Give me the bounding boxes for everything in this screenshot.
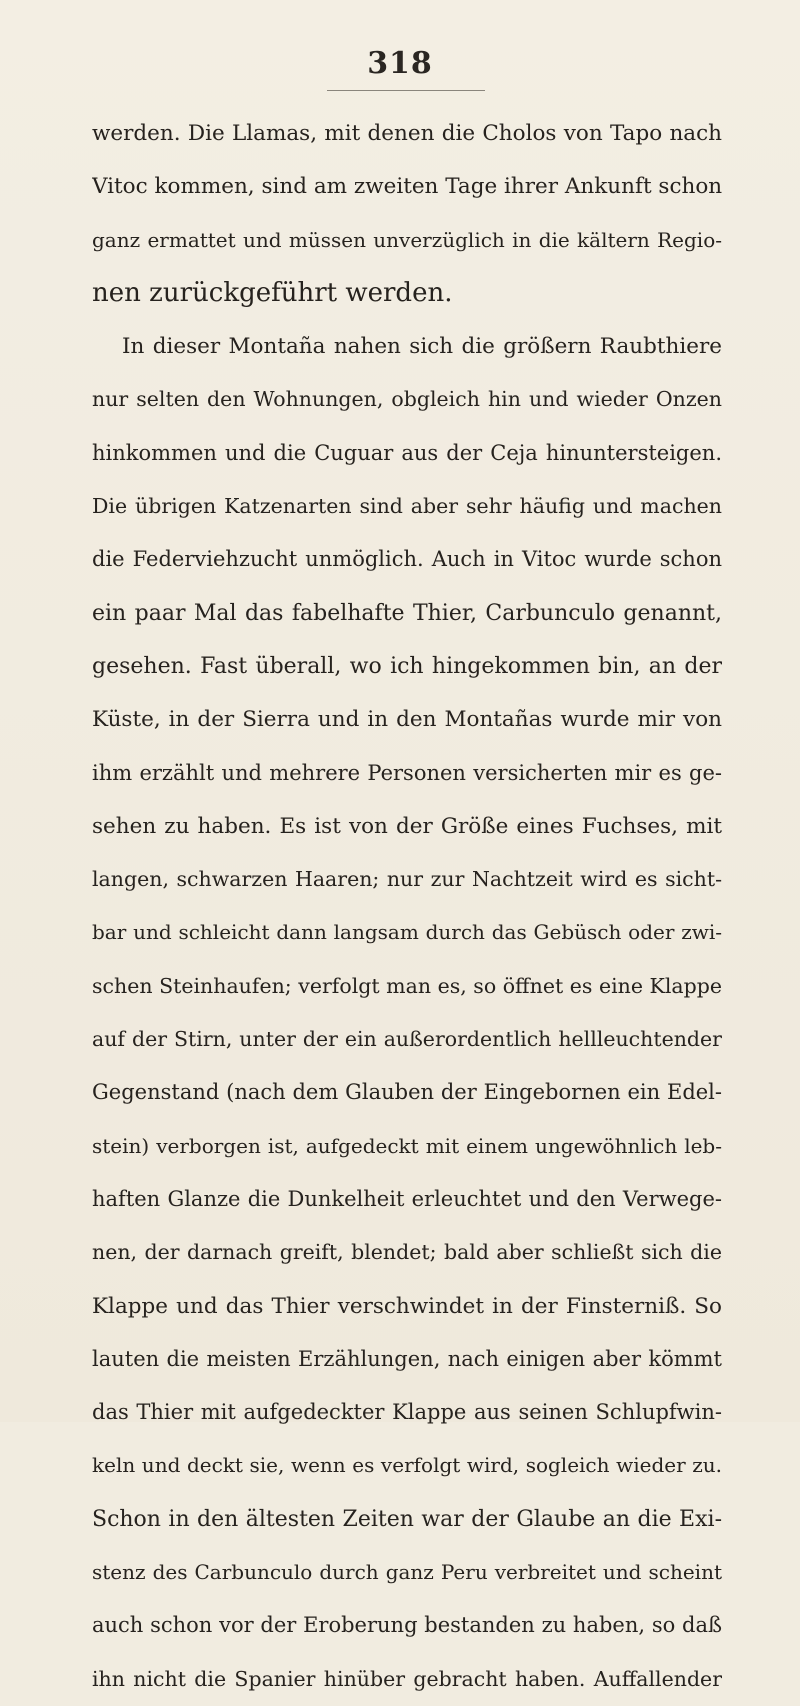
text-line: ganz ermattet und müssen unverzüglich in die kältern Regio- bbox=[92, 227, 722, 252]
text-line: ihn nicht die Spanier hinüber gebracht haben. Auffallender bbox=[92, 1666, 722, 1691]
text-line: langen, schwarzen Haaren; nur zur Nachtzeit wird es sicht- bbox=[92, 867, 722, 892]
text-line: auf der Stirn, unter der ein außerordentlich hellleuchtender bbox=[92, 1027, 722, 1052]
text-line: auch schon vor der Eroberung bestanden zu haben, so daß bbox=[92, 1613, 722, 1638]
text-line: In dieser Montaña nahen sich die größern Raubthiere bbox=[122, 334, 722, 360]
body-text bbox=[92, 107, 722, 1706]
text-line: Vitoc kommen, sind am zweiten Tage ihrer Ankunft schon bbox=[92, 174, 722, 200]
text-line: sehen zu haben. Es ist von der Größe eines Fuchses, mit bbox=[92, 813, 722, 839]
text-line: Gegenstand (nach dem Glauben der Eingebornen ein Edel- bbox=[92, 1080, 722, 1105]
text-line: schen Steinhaufen; verfolgt man es, so öffnet es eine Klappe bbox=[92, 973, 722, 998]
text-line: werden. Die Llamas, mit denen die Cholos von Tapo nach bbox=[92, 121, 722, 146]
header-rule bbox=[327, 90, 485, 91]
text-line: stein) verborgen ist, aufgedeckt mit einem ungewöhnlich leb- bbox=[92, 1133, 722, 1158]
page-number: 318 bbox=[367, 46, 433, 81]
text-line: ein paar Mal das fabelhafte Thier, Carbunculo genannt, bbox=[92, 600, 722, 626]
text-line: Die übrigen Katzenarten sind aber sehr häufig und machen bbox=[92, 494, 722, 519]
text-line: stenz des Carbunculo durch ganz Peru verbreitet und scheint bbox=[92, 1560, 722, 1585]
text-line: Schon in den ältesten Zeiten war der Glaube an die Exi- bbox=[92, 1506, 722, 1532]
text-line: ihm erzählt und mehrere Personen versicherten mir es ge- bbox=[92, 760, 722, 785]
text-line: gesehen. Fast überall, wo ich hingekommen bin, an der bbox=[92, 653, 722, 679]
text-line: das Thier mit aufgedeckter Klappe aus seinen Schlupfwin- bbox=[92, 1400, 722, 1425]
text-line: Klappe und das Thier verschwindet in der Finsterniß. So bbox=[92, 1293, 722, 1319]
text-line: nen zurückgeführt werden. bbox=[92, 277, 453, 308]
text-line: haften Glanze die Dunkelheit erleuchtet und den Verwege- bbox=[92, 1186, 722, 1211]
text-line: keln und deckt sie, wenn es verfolgt wird, sogleich wieder zu. bbox=[92, 1453, 722, 1478]
text-line: hinkommen und die Cuguar aus der Ceja hinuntersteigen. bbox=[92, 440, 722, 465]
text-line: nur selten den Wohnungen, obgleich hin und wieder Onzen bbox=[92, 387, 722, 412]
text-line: nen, der darnach greift, blendet; bald aber schließt sich die bbox=[92, 1240, 722, 1265]
text-line: lauten die meisten Erzählungen, nach einigen aber kömmt bbox=[92, 1346, 722, 1371]
text-line: bar und schleicht dann langsam durch das Gebüsch oder zwi- bbox=[92, 920, 722, 945]
text-line: die Federviehzucht unmöglich. Auch in Vitoc wurde schon bbox=[92, 547, 722, 572]
text-line: Küste, in der Sierra und in den Montañas wurde mir von bbox=[92, 707, 722, 733]
